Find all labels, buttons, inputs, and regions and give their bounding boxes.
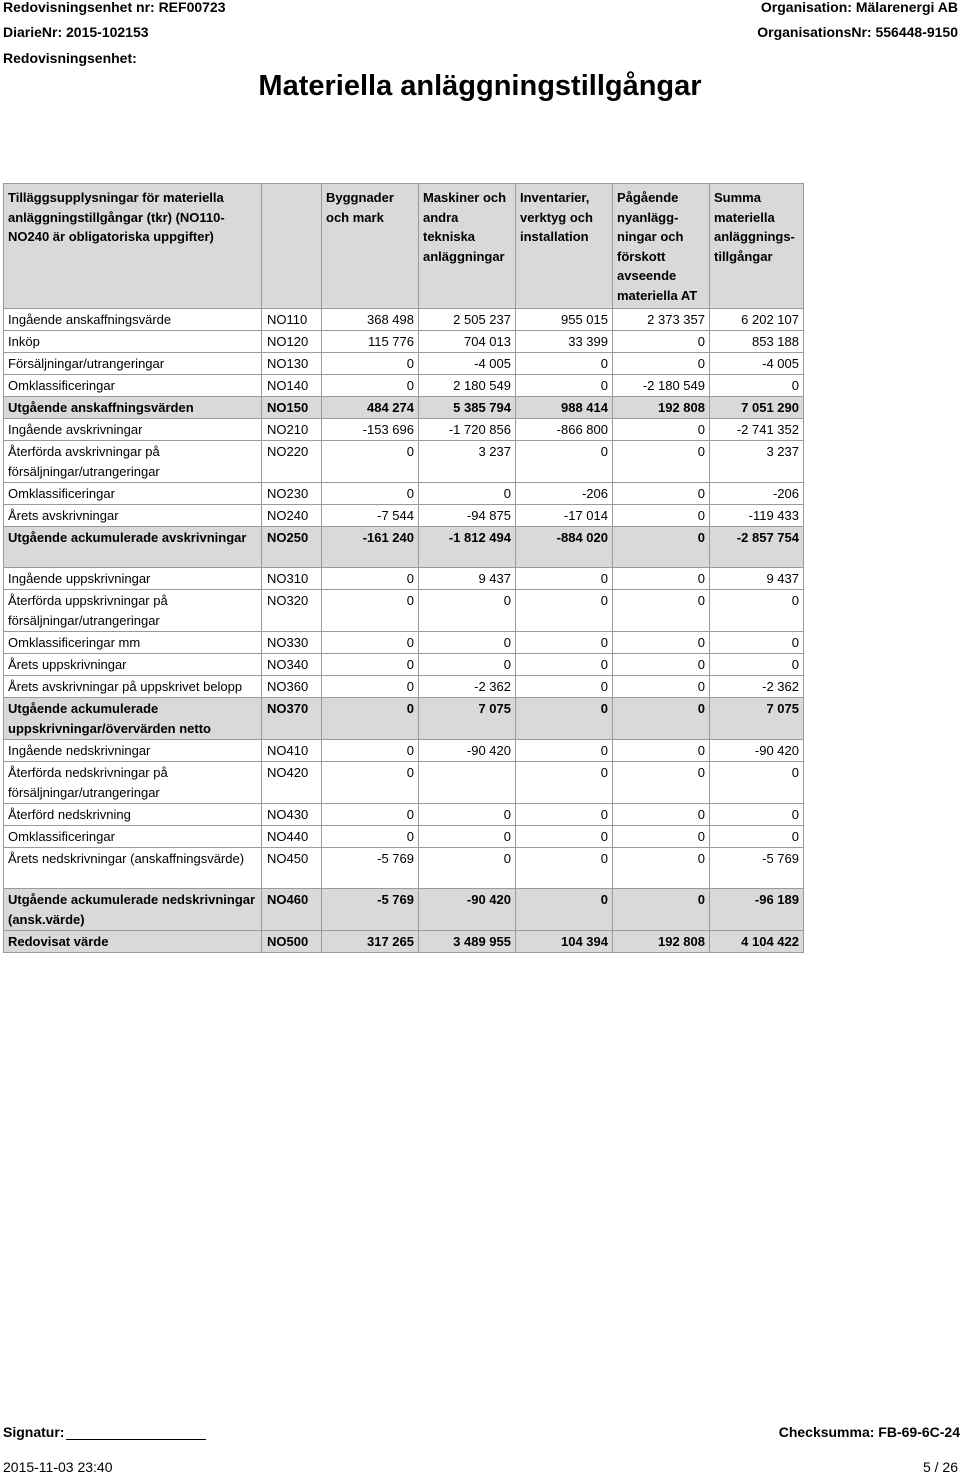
row-value: 3 237 xyxy=(710,441,804,483)
row-value: 0 xyxy=(613,804,710,826)
organisation-number: OrganisationsNr: 556448-9150 xyxy=(757,24,958,40)
row-code: NO440 xyxy=(262,826,322,848)
row-code: NO230 xyxy=(262,483,322,505)
row-value: 6 202 107 xyxy=(710,309,804,331)
row-label: Årets nedskrivningar (anskaffningsvärde) xyxy=(4,848,262,889)
row-label: Utgående ackumulerade uppskrivningar/övervärden netto xyxy=(4,698,262,740)
row-value: 0 xyxy=(516,375,613,397)
row-value: 0 xyxy=(516,654,613,676)
table-row xyxy=(4,353,804,375)
table-row xyxy=(4,331,804,353)
row-code: NO220 xyxy=(262,441,322,483)
signature-field xyxy=(3,1424,206,1440)
row-value: 192 808 xyxy=(613,931,710,953)
table-row xyxy=(4,654,804,676)
row-code: NO310 xyxy=(262,568,322,590)
row-value: 3 489 955 xyxy=(419,931,516,953)
row-value: -1 720 856 xyxy=(419,419,516,441)
row-value: -206 xyxy=(710,483,804,505)
row-code: NO410 xyxy=(262,740,322,762)
signature-label: Signatur: xyxy=(3,1424,65,1440)
row-code: NO360 xyxy=(262,676,322,698)
table-row xyxy=(4,826,804,848)
row-value: 0 xyxy=(516,826,613,848)
row-value: 2 505 237 xyxy=(419,309,516,331)
reporting-unit: Redovisningsenhet: xyxy=(3,50,137,66)
row-value: 0 xyxy=(516,353,613,375)
table-row xyxy=(4,698,804,740)
row-value: 0 xyxy=(613,441,710,483)
row-label: Ingående anskaffningsvärde xyxy=(4,309,262,331)
row-value: 0 xyxy=(516,740,613,762)
row-value: 0 xyxy=(613,505,710,527)
row-label: Ingående uppskrivningar xyxy=(4,568,262,590)
row-value: -161 240 xyxy=(322,527,419,568)
row-code: NO420 xyxy=(262,762,322,804)
row-value: 0 xyxy=(613,632,710,654)
row-value: -7 544 xyxy=(322,505,419,527)
row-value: 115 776 xyxy=(322,331,419,353)
row-value: 0 xyxy=(613,740,710,762)
row-value: -119 433 xyxy=(710,505,804,527)
row-value: 0 xyxy=(613,826,710,848)
reporting-unit-number: Redovisningsenhet nr: REF00723 xyxy=(3,0,226,15)
row-value: 0 xyxy=(613,654,710,676)
row-value: 484 274 xyxy=(322,397,419,419)
row-value: -90 420 xyxy=(419,740,516,762)
row-value: 0 xyxy=(516,762,613,804)
row-value: 0 xyxy=(322,568,419,590)
diary-number: DiarieNr: 2015-102153 xyxy=(3,24,149,40)
row-label: Återförda uppskrivningar på försäljningar/utrangeringar xyxy=(4,590,262,632)
row-value: 0 xyxy=(710,762,804,804)
row-code: NO210 xyxy=(262,419,322,441)
row-value: 0 xyxy=(419,848,516,889)
row-value: 0 xyxy=(613,527,710,568)
row-value: 104 394 xyxy=(516,931,613,953)
row-value: -96 189 xyxy=(710,889,804,931)
row-value: -5 769 xyxy=(322,848,419,889)
table-row xyxy=(4,848,804,889)
header-description: Tilläggsupplysningar för materiella anläggningstillgångar (tkr) (NO110-NO240 är obligatoriska uppgifter) xyxy=(4,184,262,309)
row-code: NO250 xyxy=(262,527,322,568)
row-code: NO110 xyxy=(262,309,322,331)
row-value: 0 xyxy=(322,590,419,632)
table-row xyxy=(4,762,804,804)
row-code: NO460 xyxy=(262,889,322,931)
row-value: 0 xyxy=(322,826,419,848)
page-title: Materiella anläggningstillgångar xyxy=(258,70,702,102)
row-value: -5 769 xyxy=(322,889,419,931)
row-value: 0 xyxy=(613,331,710,353)
row-value: 853 188 xyxy=(710,331,804,353)
row-value: 0 xyxy=(419,590,516,632)
row-value: 0 xyxy=(419,804,516,826)
row-value: 33 399 xyxy=(516,331,613,353)
table-row xyxy=(4,889,804,931)
table-row xyxy=(4,505,804,527)
row-value xyxy=(419,762,516,804)
row-value: 0 xyxy=(613,568,710,590)
assets-table xyxy=(3,183,804,953)
row-value: 0 xyxy=(322,632,419,654)
row-label: Årets avskrivningar xyxy=(4,505,262,527)
row-value: 0 xyxy=(322,676,419,698)
row-code: NO140 xyxy=(262,375,322,397)
row-value: 2 180 549 xyxy=(419,375,516,397)
checksum: Checksumma: FB-69-6C-24 xyxy=(778,1424,960,1440)
row-label: Ingående nedskrivningar xyxy=(4,740,262,762)
row-label: Redovisat värde xyxy=(4,931,262,953)
table-row xyxy=(4,527,804,568)
row-value: -153 696 xyxy=(322,419,419,441)
row-label: Utgående ackumulerade nedskrivningar (ansk.värde) xyxy=(4,889,262,931)
row-label: Omklassificeringar xyxy=(4,826,262,848)
header-code xyxy=(262,184,322,309)
row-value: 0 xyxy=(613,848,710,889)
row-value: 0 xyxy=(516,632,613,654)
row-label: Utgående anskaffningsvärden xyxy=(4,397,262,419)
row-code: NO130 xyxy=(262,353,322,375)
row-value: 0 xyxy=(613,889,710,931)
row-value: 0 xyxy=(322,654,419,676)
row-label: Årets avskrivningar på uppskrivet belopp xyxy=(4,676,262,698)
row-value: 2 373 357 xyxy=(613,309,710,331)
table-row xyxy=(4,740,804,762)
table-row xyxy=(4,931,804,953)
row-value: -94 875 xyxy=(419,505,516,527)
row-label: Återförd nedskrivning xyxy=(4,804,262,826)
row-value: 704 013 xyxy=(419,331,516,353)
row-label: Återförda avskrivningar på försäljningar/utrangeringar xyxy=(4,441,262,483)
row-code: NO450 xyxy=(262,848,322,889)
row-value: 0 xyxy=(516,804,613,826)
row-value: -206 xyxy=(516,483,613,505)
row-value: 0 xyxy=(710,375,804,397)
header-machinery: Maskiner och andra tekniska anläggningar xyxy=(419,184,516,309)
row-code: NO500 xyxy=(262,931,322,953)
row-code: NO320 xyxy=(262,590,322,632)
row-label: Omklassificeringar xyxy=(4,375,262,397)
row-value: 0 xyxy=(516,441,613,483)
row-value: -884 020 xyxy=(516,527,613,568)
table-header-row xyxy=(4,184,804,309)
row-code: NO370 xyxy=(262,698,322,740)
row-value: 0 xyxy=(516,889,613,931)
table-row xyxy=(4,441,804,483)
row-label: Omklassificeringar xyxy=(4,483,262,505)
header-total: Summa materiella anläggnings-tillgångar xyxy=(710,184,804,309)
row-value: 0 xyxy=(322,762,419,804)
row-value: 7 075 xyxy=(710,698,804,740)
row-value: 0 xyxy=(710,826,804,848)
row-value: 192 808 xyxy=(613,397,710,419)
row-value: 4 104 422 xyxy=(710,931,804,953)
row-value: 0 xyxy=(419,632,516,654)
row-value: -90 420 xyxy=(710,740,804,762)
row-label: Inköp xyxy=(4,331,262,353)
row-value: -4 005 xyxy=(710,353,804,375)
row-value: 9 437 xyxy=(710,568,804,590)
table-row xyxy=(4,397,804,419)
row-value: 0 xyxy=(613,676,710,698)
row-value: -4 005 xyxy=(419,353,516,375)
row-code: NO150 xyxy=(262,397,322,419)
header-buildings: Byggnader och mark xyxy=(322,184,419,309)
row-value: -2 741 352 xyxy=(710,419,804,441)
row-value: 988 414 xyxy=(516,397,613,419)
row-value: 955 015 xyxy=(516,309,613,331)
row-value: 0 xyxy=(322,483,419,505)
table-row xyxy=(4,483,804,505)
row-value: -2 362 xyxy=(419,676,516,698)
row-value: 368 498 xyxy=(322,309,419,331)
row-value: 3 237 xyxy=(419,441,516,483)
row-value: 0 xyxy=(516,676,613,698)
row-label: Ingående avskrivningar xyxy=(4,419,262,441)
row-code: NO240 xyxy=(262,505,322,527)
row-value: -17 014 xyxy=(516,505,613,527)
row-value: 0 xyxy=(322,804,419,826)
row-value: 0 xyxy=(419,483,516,505)
row-value: 0 xyxy=(710,804,804,826)
signature-line xyxy=(66,1425,206,1440)
page-number: 5 / 26 xyxy=(922,1459,958,1475)
header-equipment: Inventarier, verktyg och installation xyxy=(516,184,613,309)
row-value: 0 xyxy=(516,698,613,740)
row-value: 317 265 xyxy=(322,931,419,953)
row-value: 0 xyxy=(710,590,804,632)
row-value: -2 180 549 xyxy=(613,375,710,397)
row-code: NO340 xyxy=(262,654,322,676)
row-code: NO430 xyxy=(262,804,322,826)
row-label: Återförda nedskrivningar på försäljningar/utrangeringar xyxy=(4,762,262,804)
table-row xyxy=(4,804,804,826)
row-label: Årets uppskrivningar xyxy=(4,654,262,676)
row-value: 0 xyxy=(613,762,710,804)
row-value: 0 xyxy=(613,590,710,632)
row-value: 0 xyxy=(322,740,419,762)
row-value: 0 xyxy=(322,441,419,483)
row-value: -866 800 xyxy=(516,419,613,441)
row-value: -1 812 494 xyxy=(419,527,516,568)
row-value: -90 420 xyxy=(419,889,516,931)
row-value: -5 769 xyxy=(710,848,804,889)
row-value: 0 xyxy=(613,483,710,505)
row-label: Försäljningar/utrangeringar xyxy=(4,353,262,375)
table-row xyxy=(4,632,804,654)
row-value: 0 xyxy=(613,419,710,441)
row-label: Utgående ackumulerade avskrivningar xyxy=(4,527,262,568)
table-row xyxy=(4,375,804,397)
row-value: 0 xyxy=(516,590,613,632)
row-value: 0 xyxy=(516,568,613,590)
row-value: 9 437 xyxy=(419,568,516,590)
row-value: 0 xyxy=(613,698,710,740)
row-value: 0 xyxy=(322,698,419,740)
row-code: NO330 xyxy=(262,632,322,654)
row-value: 0 xyxy=(322,375,419,397)
organisation-name: Organisation: Mälarenergi AB xyxy=(760,0,958,15)
header-construction-in-progress: Pågående nyanlägg-ningar och förskott avseende materiella AT xyxy=(613,184,710,309)
row-label: Omklassificeringar mm xyxy=(4,632,262,654)
table-row xyxy=(4,676,804,698)
row-value: 5 385 794 xyxy=(419,397,516,419)
row-value: -2 362 xyxy=(710,676,804,698)
row-value: 0 xyxy=(516,848,613,889)
row-code: NO120 xyxy=(262,331,322,353)
row-value: -2 857 754 xyxy=(710,527,804,568)
row-value: 0 xyxy=(710,654,804,676)
row-value: 0 xyxy=(322,353,419,375)
table-row xyxy=(4,309,804,331)
row-value: 0 xyxy=(419,826,516,848)
row-value: 7 051 290 xyxy=(710,397,804,419)
row-value: 7 075 xyxy=(419,698,516,740)
row-value: 0 xyxy=(419,654,516,676)
row-value: 0 xyxy=(710,632,804,654)
table-row xyxy=(4,419,804,441)
table-row xyxy=(4,590,804,632)
timestamp: 2015-11-03 23:40 xyxy=(3,1459,113,1475)
row-value: 0 xyxy=(613,353,710,375)
table-row xyxy=(4,568,804,590)
